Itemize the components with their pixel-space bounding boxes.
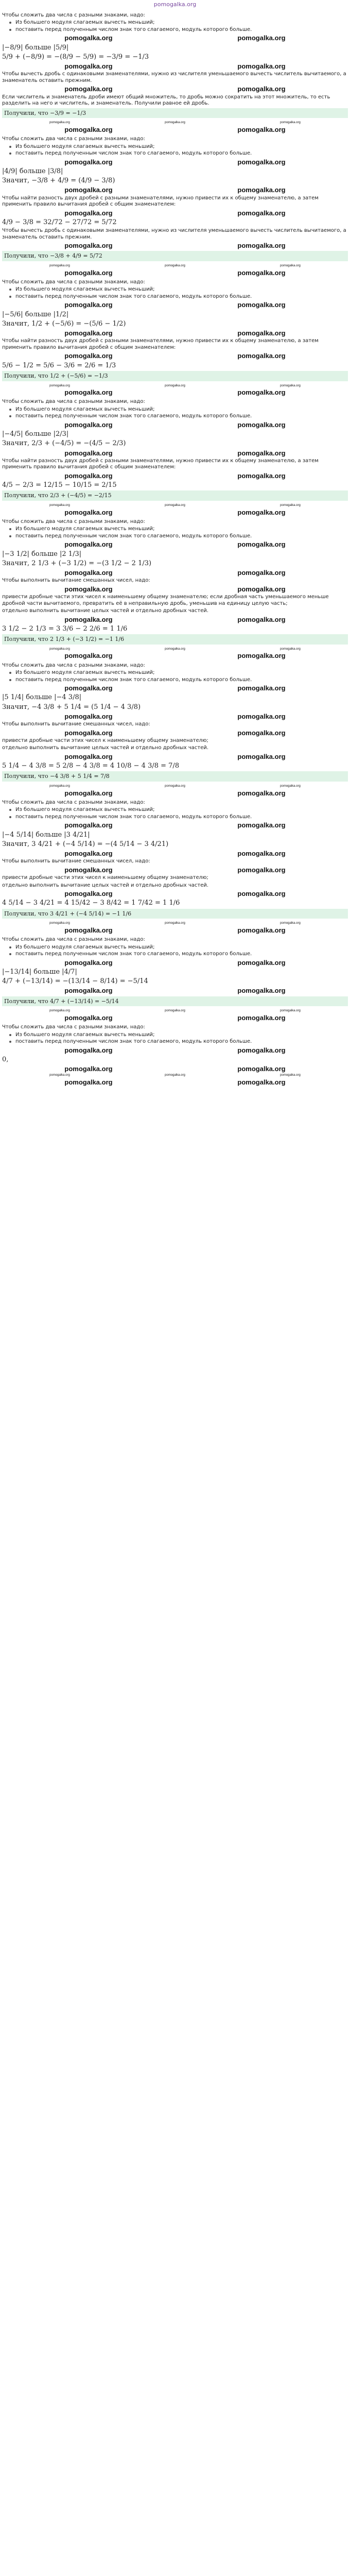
watermark: pomogalka.org bbox=[64, 388, 113, 396]
watermark: pomogalka.org bbox=[280, 647, 301, 651]
watermark: pomogalka.org bbox=[64, 684, 113, 692]
rule-item: поставить перед полученным числом знак того слагаемого, модуль которого больше. bbox=[9, 951, 348, 958]
math-line: |4/9| больше |3/8| bbox=[2, 167, 63, 175]
rule-intro: Чтобы сложить два числа с разными знаками, надо: bbox=[2, 518, 145, 524]
rule-list bbox=[2, 807, 348, 820]
watermark: pomogalka.org bbox=[64, 890, 113, 897]
watermark: pomogalka.org bbox=[49, 1009, 70, 1013]
math-line: 4 5/14 − 3 4/21 = 4 15/42 − 3 8/42 = 1 7/42 = 1 1/6 bbox=[2, 899, 180, 907]
watermark: pomogalka.org bbox=[64, 268, 113, 277]
answer-box: Получили, что 2/3 + (−4/5) = −2/15 bbox=[2, 490, 348, 501]
watermark-row bbox=[2, 34, 348, 42]
math-line: Значит, 2/3 + (−4/5) = −(4/5 − 2/3) bbox=[2, 439, 126, 448]
rule-list bbox=[2, 286, 348, 300]
watermark: pomogalka.org bbox=[280, 121, 301, 125]
watermark: pomogalka.org bbox=[237, 752, 286, 760]
rule-list bbox=[2, 944, 348, 958]
rule-intro: Чтобы сложить два числа с разными знаками, надо: bbox=[2, 279, 145, 285]
watermark-row bbox=[2, 616, 348, 624]
watermark: pomogalka.org bbox=[64, 1013, 113, 1022]
watermark-row bbox=[2, 866, 348, 874]
watermark: pomogalka.org bbox=[64, 585, 113, 593]
watermark: pomogalka.org bbox=[237, 712, 286, 720]
watermark: pomogalka.org bbox=[64, 420, 113, 429]
rule-item: Из большего модуля слагаемых вычесть меньший; bbox=[9, 20, 348, 26]
explanation-text: отдельно выполнить вычитание целых частей и отдельно дробных частей. bbox=[2, 745, 209, 751]
solution-block bbox=[0, 519, 350, 660]
rule-list bbox=[2, 526, 348, 539]
math-line: 0, bbox=[2, 1055, 9, 1063]
watermark-row bbox=[2, 384, 348, 388]
watermark: pomogalka.org bbox=[64, 471, 113, 480]
watermark-row bbox=[2, 753, 348, 761]
watermark: pomogalka.org bbox=[49, 922, 70, 925]
watermark-row bbox=[2, 959, 348, 967]
watermark: pomogalka.org bbox=[237, 449, 286, 457]
watermark: pomogalka.org bbox=[237, 471, 286, 480]
answer-box: Получили, что 2 1/3 + (−3 1/2) = −1 1/6 bbox=[2, 634, 348, 645]
rule-item: Из большего модуля слагаемых вычесть меньший; bbox=[9, 944, 348, 951]
watermark-row bbox=[2, 242, 348, 250]
watermark: pomogalka.org bbox=[237, 420, 286, 429]
watermark: pomogalka.org bbox=[237, 85, 286, 93]
explanation-text: привести дробные части этих чисел к наименьшему общему знаменателю; если дробная часть уменьшаемого меньше дробной части вычитаемого, превратить её в неправильную дробь, уменьшив на единицу целую часть; bbox=[2, 594, 329, 606]
math-line: |−5/6| больше |1/2| bbox=[2, 310, 69, 318]
math-line: |−13/14| больше |4/7| bbox=[2, 968, 77, 976]
explanation-text: Чтобы вычесть дробь с одинаковыми знаменателями, нужно из числителя уменьшаемого вычесть числитель вычитаемого, а знаменатель оставить прежним. bbox=[2, 71, 346, 83]
watermark: pomogalka.org bbox=[237, 728, 286, 737]
watermark: pomogalka.org bbox=[237, 1078, 286, 1086]
watermark: pomogalka.org bbox=[280, 1009, 301, 1013]
watermark: pomogalka.org bbox=[280, 922, 301, 925]
watermark-row bbox=[2, 388, 348, 397]
math-line: 5/9 + (−8/9) = −(8/9 − 5/9) = −3/9 = −1/3 bbox=[2, 53, 149, 61]
solution-block bbox=[0, 12, 350, 134]
watermark: pomogalka.org bbox=[237, 652, 286, 660]
watermark: pomogalka.org bbox=[165, 384, 185, 387]
watermark: pomogalka.org bbox=[237, 569, 286, 577]
math-line: Значит, 3 4/21 + (−4 5/14) = −(4 5/14 − 3 4/21) bbox=[2, 840, 169, 848]
watermark: pomogalka.org bbox=[237, 158, 286, 166]
explanation-text: привести дробные части этих чисел к наименьшему общему знаменателю; bbox=[2, 875, 208, 880]
watermark-row bbox=[2, 421, 348, 429]
watermark-row bbox=[2, 1014, 348, 1022]
watermark: pomogalka.org bbox=[165, 785, 185, 788]
watermark: pomogalka.org bbox=[49, 785, 70, 788]
rule-intro: Чтобы сложить два числа с разными знаками, надо: bbox=[2, 12, 145, 18]
rule-item: поставить перед полученным числом знак того слагаемого, модуль которого больше. bbox=[9, 1039, 348, 1045]
watermark: pomogalka.org bbox=[64, 158, 113, 166]
math-line: |−3 1/2| больше |2 1/3| bbox=[2, 550, 82, 558]
watermark-row bbox=[2, 652, 348, 660]
watermark: pomogalka.org bbox=[237, 125, 286, 133]
watermark: pomogalka.org bbox=[237, 1013, 286, 1022]
explanation-text: Чтобы найти разность двух дробей с разными знаменателями, нужно привести их к общему знаменателю, а затем применить правило вычитания дробей с общим знаменателем: bbox=[2, 338, 319, 350]
math-line: 5 1/4 − 4 3/8 = 5 2/8 − 4 3/8 = 4 10/8 − 4 3/8 = 7/8 bbox=[2, 762, 180, 770]
explanation-text: Чтобы найти разность двух дробей с разными знаменателями, нужно привести их к общему знаменателю, а затем применить правило вычитания дробей с общим знаменателем: bbox=[2, 195, 319, 207]
watermark: pomogalka.org bbox=[64, 615, 113, 623]
watermark: pomogalka.org bbox=[64, 301, 113, 309]
math-line: 4/9 − 3/8 = 32/72 − 27/72 = 5/72 bbox=[2, 218, 117, 226]
rule-intro: Чтобы сложить два числа с разными знаками, надо: bbox=[2, 799, 145, 805]
rule-intro: Чтобы сложить два числа с разными знаками, надо: bbox=[2, 1024, 145, 1030]
watermark: pomogalka.org bbox=[165, 922, 185, 925]
math-line: Значит, 1/2 + (−5/6) = −(5/6 − 1/2) bbox=[2, 319, 126, 328]
solution-block bbox=[0, 800, 350, 935]
watermark: pomogalka.org bbox=[237, 186, 286, 194]
answer-box: Получили, что −4 3/8 + 5 1/4 = 7/8 bbox=[2, 771, 348, 782]
math-line: Значит, −3/8 + 4/9 = (4/9 − 3/8) bbox=[2, 177, 115, 184]
watermark: pomogalka.org bbox=[165, 504, 185, 507]
solution-block bbox=[0, 663, 350, 798]
math-line: |−4/5| больше |2/3| bbox=[2, 430, 69, 438]
watermark: pomogalka.org bbox=[64, 62, 113, 70]
watermark-row bbox=[2, 1065, 348, 1073]
watermark-row bbox=[2, 648, 348, 652]
watermark: pomogalka.org bbox=[64, 34, 113, 42]
watermark: pomogalka.org bbox=[64, 352, 113, 360]
watermark: pomogalka.org bbox=[237, 388, 286, 396]
watermark: pomogalka.org bbox=[280, 504, 301, 507]
watermark-row bbox=[2, 713, 348, 721]
watermark: pomogalka.org bbox=[64, 652, 113, 660]
rule-item: Из большего модуля слагаемых вычесть меньший; bbox=[9, 286, 348, 293]
rule-intro: Чтобы сложить два числа с разными знаками, надо: bbox=[2, 136, 145, 142]
rule-list bbox=[2, 1032, 348, 1045]
watermark-row bbox=[2, 121, 348, 125]
rule-intro: Чтобы сложить два числа с разными знаками, надо: bbox=[2, 937, 145, 942]
watermark: pomogalka.org bbox=[165, 121, 185, 125]
rule-intro: Чтобы сложить два числа с разными знаками, надо: bbox=[2, 399, 145, 405]
watermark: pomogalka.org bbox=[64, 125, 113, 133]
rule-item: поставить перед полученным числом знак того слагаемого, модуль которого больше. bbox=[9, 677, 348, 684]
watermark-row bbox=[2, 850, 348, 858]
watermark: pomogalka.org bbox=[64, 186, 113, 194]
rule-item: поставить перед полученным числом знак того слагаемого, модуль которого больше. bbox=[9, 294, 348, 300]
watermark-row bbox=[2, 926, 348, 935]
watermark: pomogalka.org bbox=[64, 752, 113, 760]
watermark-row bbox=[2, 269, 348, 277]
watermark: pomogalka.org bbox=[237, 1046, 286, 1054]
watermark: pomogalka.org bbox=[49, 504, 70, 507]
watermark: pomogalka.org bbox=[237, 890, 286, 897]
solution-block bbox=[0, 279, 350, 397]
watermark-row bbox=[2, 329, 348, 337]
watermark: pomogalka.org bbox=[237, 209, 286, 217]
watermark: pomogalka.org bbox=[237, 352, 286, 360]
rule-list bbox=[2, 20, 348, 33]
math-line: 3 1/2 − 2 1/3 = 3 3/6 − 2 2/6 = 1 1/6 bbox=[2, 624, 128, 633]
watermark: pomogalka.org bbox=[165, 1074, 185, 1077]
watermark: pomogalka.org bbox=[237, 987, 286, 995]
watermark-row bbox=[2, 1009, 348, 1013]
rule-item: Из большего модуля слагаемых вычесть меньший; bbox=[9, 1032, 348, 1039]
explanation-text: Если числитель и знаменатель дроби имеют общий множитель, то дробь можно сократить на этот множитель, то есть разделить на него и числитель, и знаменатель. Получили равное ей дробь. bbox=[2, 94, 330, 106]
rule-intro: Чтобы сложить два числа с разными знаками, надо: bbox=[2, 662, 145, 668]
rule-item: Из большего модуля слагаемых вычесть меньший; bbox=[9, 144, 348, 150]
watermark: pomogalka.org bbox=[64, 242, 113, 249]
watermark-row bbox=[2, 352, 348, 360]
watermark-row bbox=[2, 569, 348, 577]
watermark-row bbox=[2, 509, 348, 517]
rule-item: Из большего модуля слагаемых вычесть меньший; bbox=[9, 406, 348, 413]
watermark: pomogalka.org bbox=[237, 585, 286, 593]
watermark: pomogalka.org bbox=[237, 62, 286, 70]
explanation-text: Чтобы вычесть дробь с одинаковыми знаменателями, нужно из числителя уменьшаемого вычесть числитель вычитаемого, а знаменатель оставить прежним. bbox=[2, 228, 346, 240]
answer-box: Получили, что 4/7 + (−13/14) = −5/14 bbox=[2, 996, 348, 1007]
answer-box: Получили, что −3/9 = −1/3 bbox=[2, 108, 348, 118]
explanation-text: отдельно выполнить вычитание целых частей и отдельно дробных частей. bbox=[2, 882, 209, 888]
rule-item: Из большего модуля слагаемых вычесть меньший; bbox=[9, 670, 348, 676]
explanation-text: привести дробные части этих чисел к наименьшему общему знаменателю; bbox=[2, 737, 208, 743]
watermark-row bbox=[2, 922, 348, 926]
solution-block bbox=[0, 399, 350, 517]
rule-item: поставить перед полученным числом знак того слагаемого, модуль которого больше. bbox=[9, 413, 348, 420]
watermark: pomogalka.org bbox=[64, 958, 113, 967]
watermark: pomogalka.org bbox=[64, 1078, 113, 1086]
math-line: 4/7 + (−13/14) = −(13/14 − 8/14) = −5/14 bbox=[2, 977, 148, 985]
watermark: pomogalka.org bbox=[237, 268, 286, 277]
answer-box: Получили, что −3/8 + 4/9 = 5/72 bbox=[2, 251, 348, 261]
watermark-row bbox=[2, 987, 348, 995]
watermark: pomogalka.org bbox=[64, 85, 113, 93]
watermark: pomogalka.org bbox=[237, 926, 286, 934]
rule-item: Из большего модуля слагаемых вычесть меньший; bbox=[9, 807, 348, 814]
solution-block bbox=[0, 136, 350, 277]
watermark: pomogalka.org bbox=[237, 1065, 286, 1073]
watermark-row bbox=[2, 301, 348, 309]
watermark: pomogalka.org bbox=[49, 1074, 70, 1077]
watermark-row bbox=[2, 62, 348, 71]
watermark-row bbox=[2, 789, 348, 798]
math-line: |−4 5/14| больше |3 4/21| bbox=[2, 831, 90, 839]
watermark: pomogalka.org bbox=[64, 728, 113, 737]
watermark: pomogalka.org bbox=[237, 850, 286, 857]
watermark-row bbox=[2, 126, 348, 134]
watermark-row bbox=[2, 504, 348, 508]
watermark-row bbox=[2, 1046, 348, 1055]
watermark: pomogalka.org bbox=[237, 34, 286, 42]
watermark: pomogalka.org bbox=[237, 329, 286, 337]
solution-block bbox=[0, 937, 350, 1022]
explanation-text: отдельно выполнить вычитание целых частей и отдельно дробных частей. bbox=[2, 608, 209, 614]
watermark: pomogalka.org bbox=[64, 1046, 113, 1054]
rule-item: поставить перед полученным числом знак того слагаемого, модуль которого больше. bbox=[9, 814, 348, 821]
watermark-row bbox=[2, 209, 348, 217]
math-line: 4/5 − 2/3 = 12/15 − 10/15 = 2/15 bbox=[2, 481, 117, 489]
watermark-row bbox=[2, 449, 348, 457]
watermark: pomogalka.org bbox=[64, 712, 113, 720]
answer-box: Получили, что 3 4/21 + (−4 5/14) = −1 1/6 bbox=[2, 909, 348, 919]
watermark: pomogalka.org bbox=[64, 209, 113, 217]
watermark: pomogalka.org bbox=[237, 508, 286, 516]
watermark: pomogalka.org bbox=[237, 821, 286, 829]
watermark: pomogalka.org bbox=[237, 301, 286, 309]
explanation-text: Чтобы выполнить вычитание смешанных чисел, надо: bbox=[2, 858, 150, 865]
math-line: 5/6 − 1/2 = 5/6 − 3/6 = 2/6 = 1/3 bbox=[2, 361, 116, 369]
watermark: pomogalka.org bbox=[64, 1065, 113, 1073]
watermark: pomogalka.org bbox=[49, 264, 70, 267]
watermark: pomogalka.org bbox=[64, 789, 113, 797]
math-line: |5 1/4| больше |−4 3/8| bbox=[2, 693, 82, 702]
watermark: pomogalka.org bbox=[64, 329, 113, 337]
watermark-row bbox=[2, 585, 348, 594]
watermark-row bbox=[2, 890, 348, 898]
explanation-text: Чтобы выполнить вычитание смешанных чисел, надо: bbox=[2, 721, 150, 727]
math-line: Значит, 2 1/3 + (−3 1/2) = −(3 1/2 − 2 1/3) bbox=[2, 559, 152, 567]
watermark-row bbox=[2, 1078, 348, 1087]
watermark: pomogalka.org bbox=[165, 264, 185, 267]
watermark-row bbox=[2, 540, 348, 549]
watermark-row bbox=[2, 1074, 348, 1078]
watermark: pomogalka.org bbox=[49, 384, 70, 387]
watermark: pomogalka.org bbox=[64, 850, 113, 857]
watermark: pomogalka.org bbox=[64, 449, 113, 457]
watermark: pomogalka.org bbox=[64, 866, 113, 874]
watermark: pomogalka.org bbox=[237, 958, 286, 967]
watermark: pomogalka.org bbox=[237, 615, 286, 623]
watermark: pomogalka.org bbox=[49, 647, 70, 651]
watermark-row bbox=[2, 85, 348, 93]
solution-block bbox=[0, 1024, 350, 1087]
watermark-row bbox=[2, 684, 348, 692]
watermark: pomogalka.org bbox=[64, 508, 113, 516]
watermark-row bbox=[2, 821, 348, 829]
solution-content bbox=[0, 12, 350, 1087]
rule-list bbox=[2, 670, 348, 683]
rule-list bbox=[2, 144, 348, 157]
rule-item: поставить перед полученным числом знак того слагаемого, модуль которого больше. bbox=[9, 27, 348, 33]
watermark-row bbox=[2, 264, 348, 268]
watermark: pomogalka.org bbox=[64, 569, 113, 577]
answer-box: Получили, что 1/2 + (−5/6) = −1/3 bbox=[2, 371, 348, 381]
rule-list bbox=[2, 406, 348, 420]
watermark: pomogalka.org bbox=[237, 789, 286, 797]
watermark: pomogalka.org bbox=[49, 121, 70, 125]
watermark-row bbox=[2, 158, 348, 166]
rule-item: поставить перед полученным числом знак того слагаемого, модуль которого больше. bbox=[9, 150, 348, 157]
watermark-row bbox=[2, 472, 348, 480]
watermark: pomogalka.org bbox=[237, 242, 286, 249]
watermark: pomogalka.org bbox=[64, 540, 113, 549]
watermark: pomogalka.org bbox=[280, 785, 301, 788]
watermark-row bbox=[2, 785, 348, 789]
watermark: pomogalka.org bbox=[165, 1009, 185, 1013]
watermark: pomogalka.org bbox=[280, 384, 301, 387]
watermark: pomogalka.org bbox=[280, 1074, 301, 1077]
watermark: pomogalka.org bbox=[237, 684, 286, 692]
rule-item: поставить перед полученным числом знак того слагаемого, модуль которого больше. bbox=[9, 533, 348, 540]
watermark: pomogalka.org bbox=[64, 821, 113, 829]
watermark: pomogalka.org bbox=[64, 926, 113, 934]
rule-item: Из большего модуля слагаемых вычесть меньший; bbox=[9, 526, 348, 533]
watermark: pomogalka.org bbox=[280, 264, 301, 267]
math-line: |−8/9| больше |5/9| bbox=[2, 43, 69, 52]
explanation-text: Чтобы найти разность двух дробей с разными знаменателями, нужно привести их к общему знаменателю, а затем применить правило вычитания дробей с общим знаменателем: bbox=[2, 457, 319, 470]
watermark: pomogalka.org bbox=[64, 987, 113, 995]
watermark: pomogalka.org bbox=[165, 647, 185, 651]
explanation-text: Чтобы выполнить вычитание смешанных чисел, надо: bbox=[2, 578, 150, 584]
watermark-row bbox=[2, 729, 348, 737]
site-header[interactable]: pomogalka.org bbox=[153, 1, 197, 8]
math-line: Значит, −4 3/8 + 5 1/4 = (5 1/4 − 4 3/8) bbox=[2, 703, 141, 711]
watermark: pomogalka.org bbox=[237, 866, 286, 874]
watermark: pomogalka.org bbox=[237, 540, 286, 549]
watermark-row bbox=[2, 186, 348, 194]
